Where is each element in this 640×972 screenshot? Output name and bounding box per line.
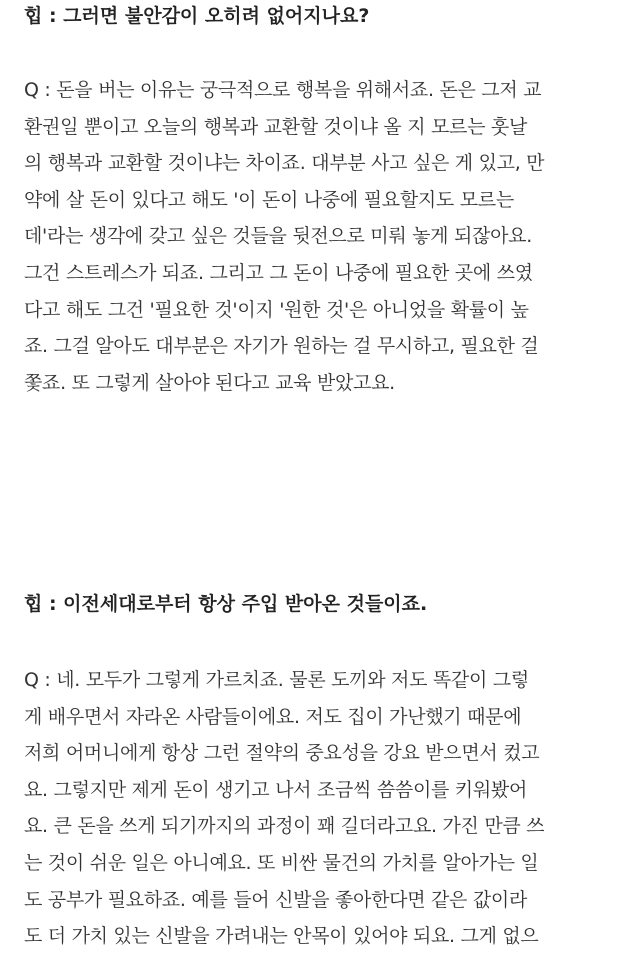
text-line: Q : 돈을 버는 이유는 궁극적으로 행복을 위해서죠. 돈은 그저 교	[24, 79, 542, 101]
text-line: 데'라는 생각에 갖고 싶은 것들을 뒷전으로 미뤄 놓게 되잖아요.	[24, 225, 532, 248]
text-line: 죠. 그걸 알아도 대부분은 자기가 원하는 걸 무시하고, 필요한 걸	[24, 335, 539, 358]
section-2-heading: 힙 : 이전세대로부터 항상 주입 받아온 것들이죠.	[24, 593, 428, 615]
section-2-answer	[24, 662, 624, 955]
text-line: 는 것이 쉬운 일은 아니예요. 또 비싼 물건의 가치를 알아가는 일	[24, 851, 539, 874]
text-line: 요. 그렇지만 제게 돈이 생기고 나서 조금씩 씀씀이를 키워봤어	[24, 778, 528, 801]
text-line: 그건 스트레스가 되죠. 그리고 그 돈이 나중에 필요한 곳에 쓰였	[24, 261, 533, 284]
text-line: 게 배우면서 자라온 사람들이에요. 저도 집이 가난했기 때문에	[24, 705, 522, 728]
text-line: 저희 어머니에게 항상 그런 절약의 중요성을 강요 받으면서 컸고	[24, 742, 540, 765]
text-line: 약에 살 돈이 있다고 해도 '이 돈이 나중에 필요할지도 모르는	[24, 188, 514, 211]
text-line: 쫓죠. 또 그렇게 살아야 된다고 교육 받았고요.	[24, 371, 395, 394]
text-line: 도 더 가치 있는 신발을 가려내는 안목이 있어야 되요. 그게 없으	[24, 925, 539, 948]
text-line: 요. 큰 돈을 쓰게 되기까지의 과정이 꽤 길더라고요. 가진 만큼 쓰	[24, 815, 545, 838]
section-1-answer	[24, 72, 624, 401]
text-line: 환권일 뿐이고 오늘의 행복과 교환할 것이냐 올 지 모르는 훗날	[24, 115, 528, 138]
text-line: 다고 해도 그건 '필요한 것'이지 '원한 것'은 아니었을 확률이 높	[24, 298, 529, 321]
text-line: Q : 네. 모두가 그렇게 가르치죠. 물론 도끼와 저도 똑같이 그렇	[24, 669, 529, 691]
text-line: 의 행복과 교환할 것이냐는 차이죠. 대부분 사고 싶은 게 있고, 만	[24, 152, 545, 175]
section-1-heading: 힙 : 그러면 불안감이 오히려 없어지나요?	[24, 5, 370, 27]
text-line: 도 공부가 필요하죠. 예를 들어 신발을 좋아한다면 같은 값이라	[24, 888, 528, 911]
